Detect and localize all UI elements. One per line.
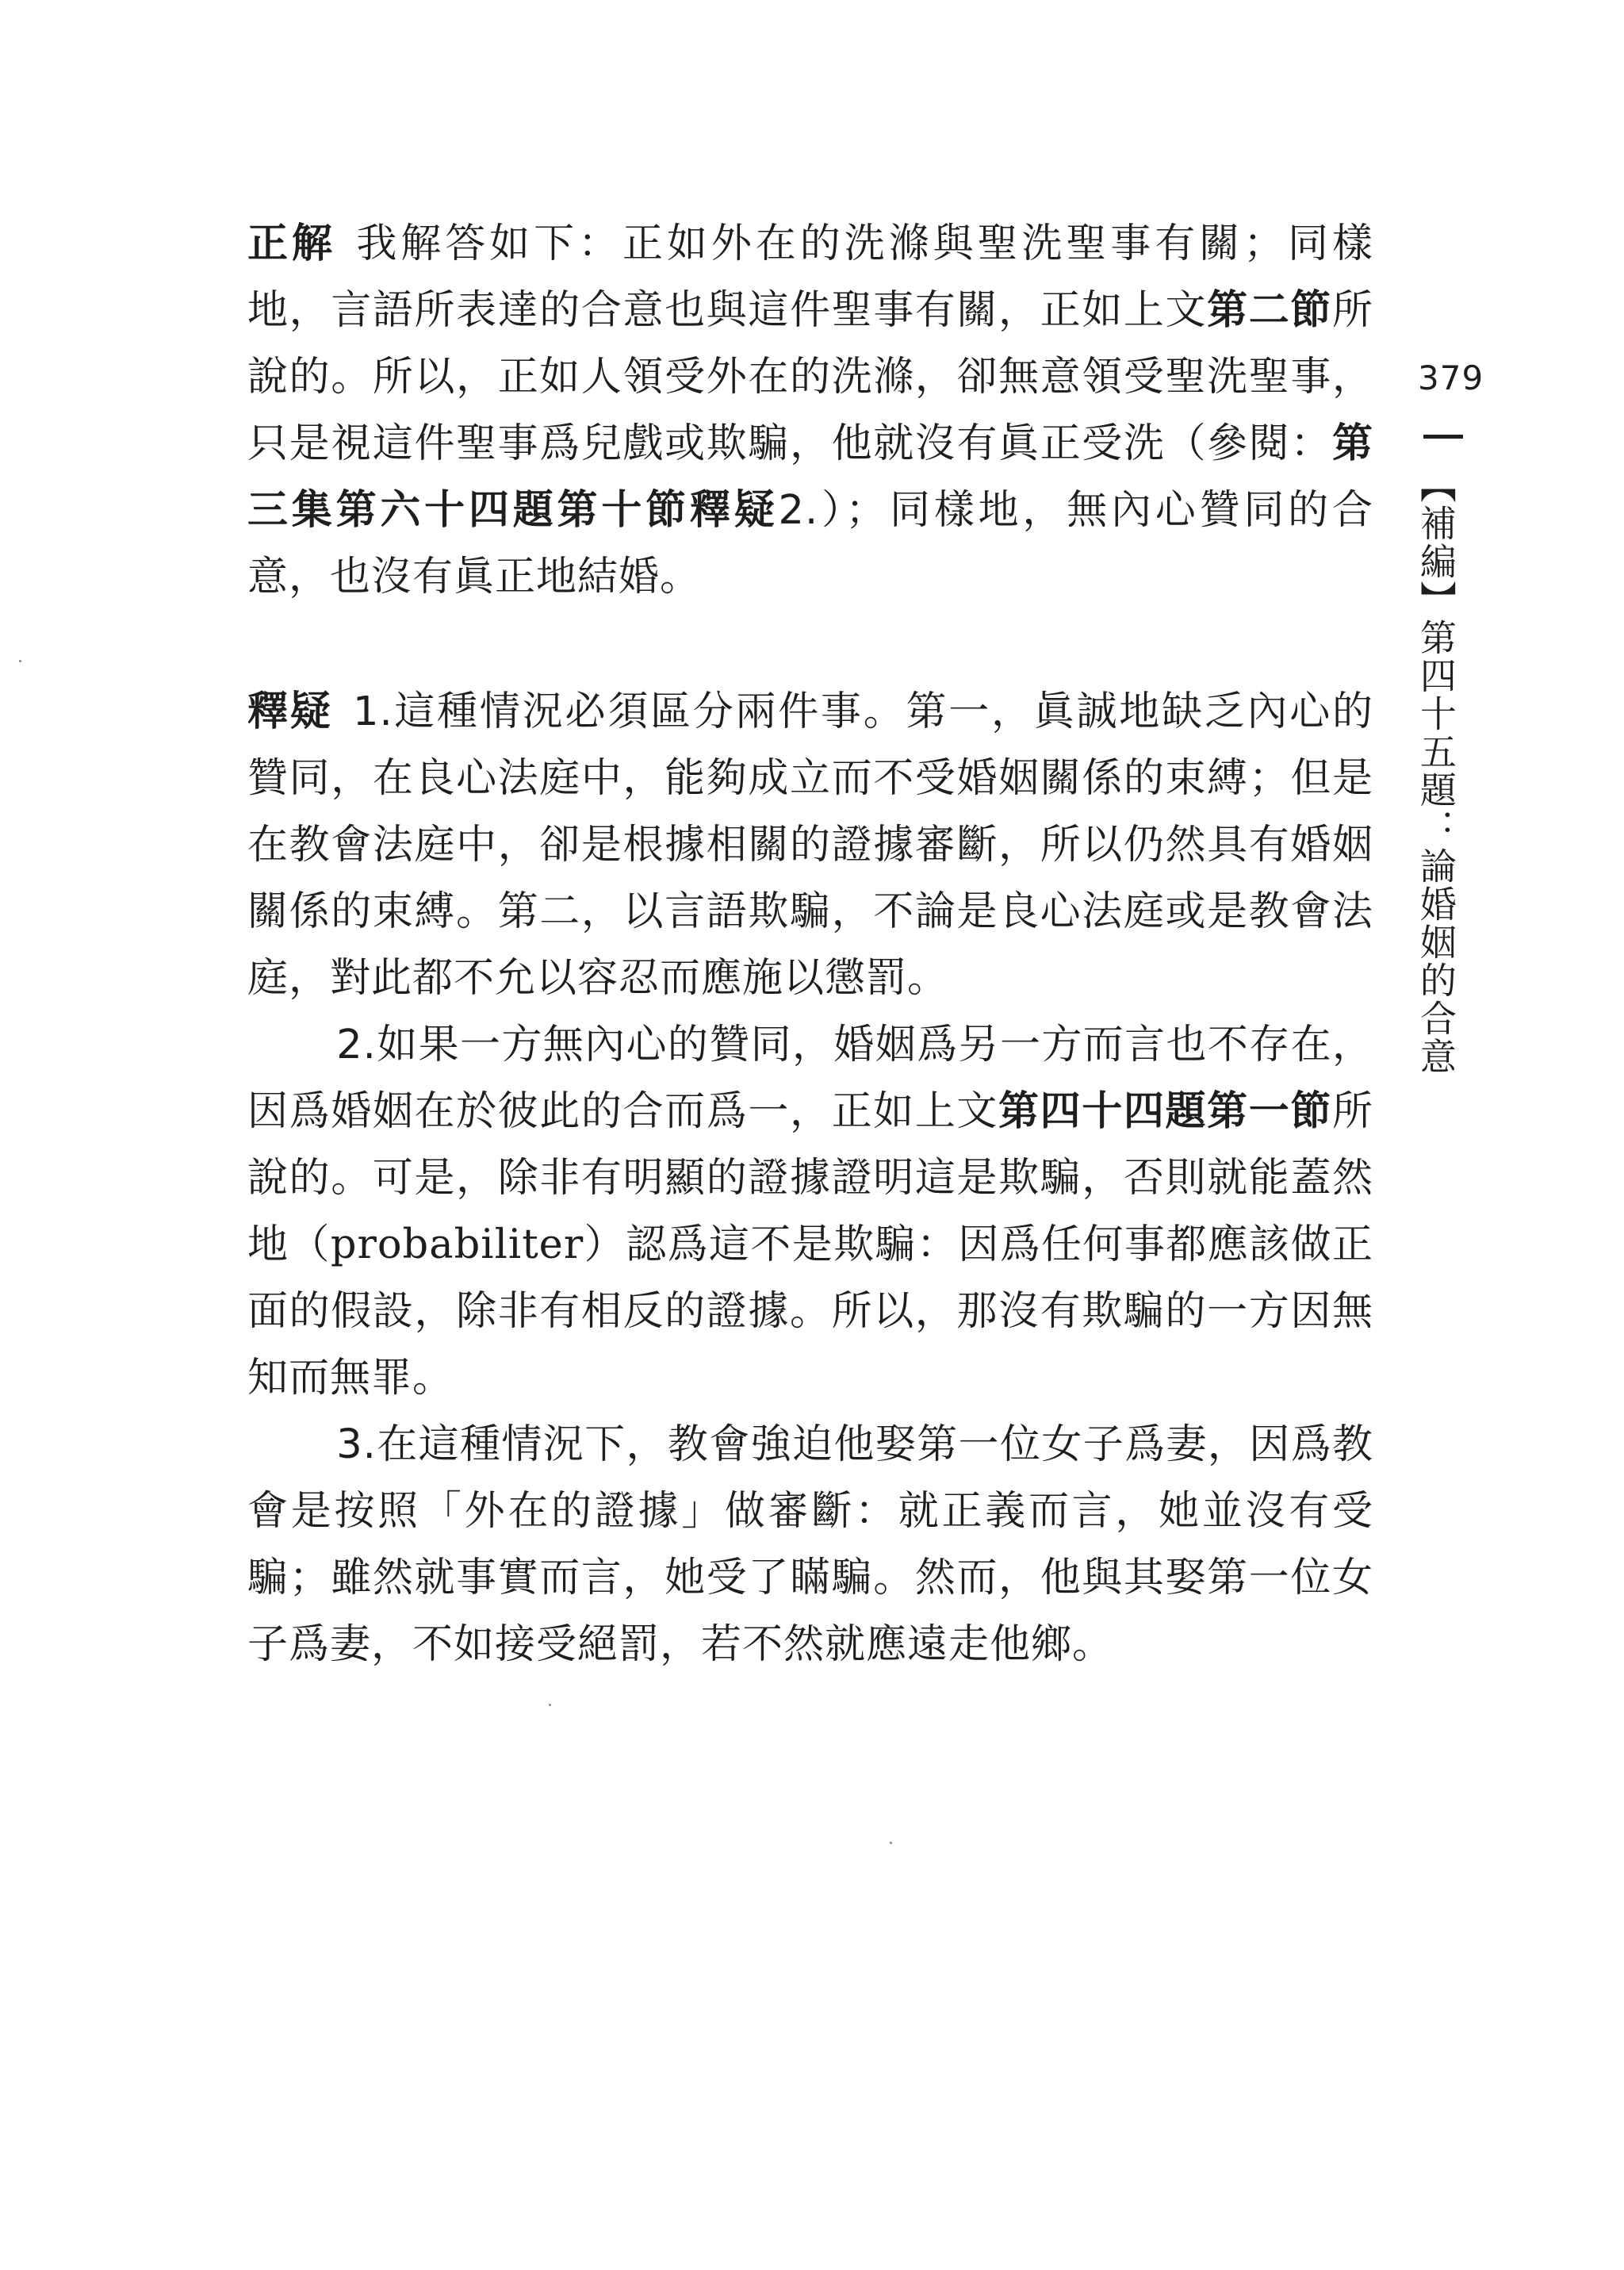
answer-text-3: 2.）；同樣地，無內心贊同的合意，也沒有眞正地結婚。 [247, 487, 1373, 600]
answer-reference-2: 第三集第六十四題第十節釋疑 [247, 420, 1373, 534]
reply-2-reference: 第四十四題第一節 [998, 1088, 1332, 1135]
answer-text-1: 我解答如下：正如外在的洗滌與聖洗聖事有關；同樣地，言語所表達的合意也與這件聖事有關，正如上文 [247, 220, 1373, 334]
reply-paragraph-1 [247, 679, 1373, 1012]
reply-2-text-b: 所說的。可是，除非有明顯的證據證明這是欺騙，否則就能蓋然地（ [247, 1088, 1373, 1268]
answer-text-2: 所說的。所以，正如人領受外在的洗滌，卻無意領受聖洗聖事，只是視這件聖事爲兒戲或欺騙，他就沒有眞正受洗（參閱： [247, 287, 1373, 467]
running-head: 【補編】第四十五題：論婚姻的合意 [1414, 466, 1457, 1076]
reply-2-text-c: ）認爲這不是欺騙：因爲任何事都應該做正面的假設，除非有相反的證據。所以，那沒有欺騙的一方因無知而無罪。 [247, 1221, 1373, 1401]
reply-2-latin-term: probabiliter [330, 1221, 584, 1268]
answer-section [247, 211, 1373, 611]
scan-speck [19, 660, 21, 662]
answer-reference-1: 第二節 [1207, 287, 1332, 334]
reply-3-text: 3.在這種情況下，教會強迫他娶第一位女子爲妻，因爲教會是按照「外在的證據」做審斷：就正義而言，她並沒有受騙；雖然就事實而言，她受了瞞騙。然而，他與其娶第一位女子爲妻，不如接受絕罰，若不然就應遠走他鄉。 [247, 1421, 1373, 1668]
page-number: 379 [1418, 359, 1484, 397]
reply-paragraph-3 [247, 1412, 1373, 1678]
scan-speck [890, 1842, 892, 1844]
replies-section [247, 679, 1373, 1678]
replies-label: 釋疑 [247, 688, 333, 735]
header-rule [1423, 435, 1463, 439]
answer-label: 正解 [247, 220, 336, 267]
reply-1-text: 1.這種情況必須區分兩件事。第一，眞誠地缺乏內心的贊同，在良心法庭中，能夠成立而不受婚姻關係的束縛；但是在教會法庭中，卻是根據相關的證據審斷，所以仍然具有婚姻關係的束縛。第二，以言語欺騙，不論是良心法庭或是教會法庭，對此都不允以容忍而應施以懲罰。 [247, 688, 1373, 1002]
reply-paragraph-2 [247, 1012, 1373, 1412]
scan-speck [549, 1704, 551, 1706]
answer-paragraph [247, 211, 1373, 611]
reply-2-text-a: 2.如果一方無內心的贊同，婚姻爲另一方而言也不存在，因爲婚姻在於彼此的合而爲一，正如上文 [247, 1022, 1373, 1135]
